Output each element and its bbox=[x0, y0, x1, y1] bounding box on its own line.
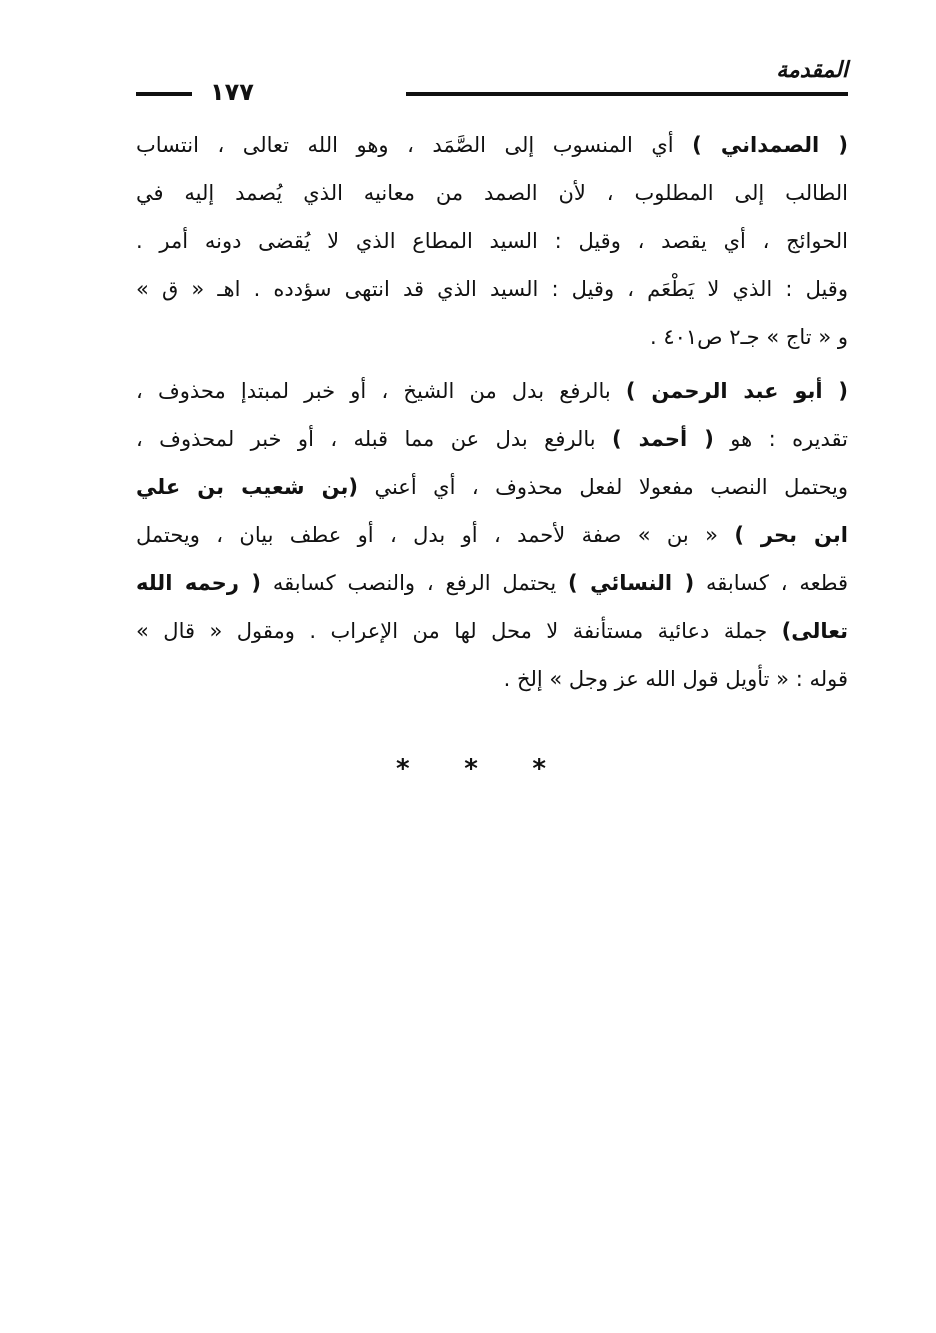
line-text: الطالب إلى المطلوب ، لأن الصمد من معانيه الذي يُصمد إليه في bbox=[136, 181, 848, 205]
line-text: و « تاج » جـ٢ ص٤٠١ . bbox=[649, 325, 848, 349]
term-taala: تعالى) bbox=[781, 619, 848, 643]
line-text: وقيل : الذي لا يَطْعَم ، وقيل : السيد الذي قد انتهى سؤدده . اهـ « ق » bbox=[136, 277, 848, 301]
line-text: يحتمل الرفع ، والنصب كسابقه bbox=[260, 571, 569, 595]
header-rule-right bbox=[406, 92, 848, 96]
line-text: ويحتمل النصب مفعولا لفعل محذوف ، أي أعني bbox=[357, 475, 848, 499]
paragraph-2-line-3 bbox=[136, 463, 848, 511]
line-text: قوله : « تأويل قول الله عز وجل » إلخ . bbox=[503, 667, 848, 691]
paragraph-1 bbox=[136, 121, 848, 361]
paragraph-1-line-4 bbox=[136, 265, 848, 313]
paragraph-1-line-5 bbox=[136, 313, 848, 361]
star-1: * bbox=[396, 754, 410, 784]
star-2: * bbox=[464, 754, 478, 784]
paragraph-2 bbox=[136, 367, 848, 703]
paragraph-1-line-1 bbox=[136, 121, 848, 169]
paragraph-1-line-2 bbox=[136, 169, 848, 217]
line-text: بالرفع بدل من الشيخ ، أو خبر لمبتدإ محذوف ، bbox=[136, 379, 626, 403]
page-body bbox=[136, 121, 848, 703]
paragraph-2-line-1 bbox=[136, 367, 848, 415]
paragraph-2-line-7 bbox=[136, 655, 848, 703]
term-nasai: ( النسائي ) bbox=[568, 571, 695, 595]
term-abu-abd-al-rahman: ( أبو عبد الرحمن ) bbox=[625, 379, 848, 403]
term-ibn-shuayb: (بن شعيب بن علي bbox=[136, 475, 358, 499]
line-text: تقديره : هو bbox=[713, 427, 848, 451]
line-text: الحوائج ، أي يقصد ، وقيل : السيد المطاع الذي لا يُقضى دونه أمر . bbox=[136, 229, 848, 253]
paragraph-2-line-2 bbox=[136, 415, 848, 463]
paragraph-2-line-4 bbox=[136, 511, 848, 559]
paragraph-1-line-3 bbox=[136, 217, 848, 265]
header-rule-left bbox=[136, 92, 192, 96]
running-title: المقدمة bbox=[776, 58, 848, 83]
term-ahmad: ( أحمد ) bbox=[612, 427, 714, 451]
paragraph-2-line-6 bbox=[136, 607, 848, 655]
section-separator bbox=[396, 748, 546, 790]
line-text: بالرفع بدل عن مما قبله ، أو خبر لمحذوف ، bbox=[136, 427, 613, 451]
line-text: قطعه ، كسابقه bbox=[694, 571, 848, 595]
line-text: جملة دعائية مستأنفة لا محل لها من الإعراب . ومقول « قال » bbox=[136, 619, 782, 643]
page-number: ١٧٧ bbox=[210, 78, 254, 106]
term-samadani: ( الصمداني ) bbox=[692, 133, 848, 157]
page-header bbox=[136, 57, 848, 106]
line-text: « بن » صفة لأحمد ، أو بدل ، أو عطف بيان ، ويحتمل bbox=[136, 523, 735, 547]
line-text: أي المنسوب إلى الصَّمَد ، وهو الله تعالى ، انتساب bbox=[136, 133, 693, 157]
term-ibn-bahr: ابن بحر ) bbox=[734, 523, 848, 547]
star-3: * bbox=[532, 754, 546, 784]
term-rahimahu-allah: ( رحمه الله bbox=[136, 571, 261, 595]
paragraph-2-line-5 bbox=[136, 559, 848, 607]
